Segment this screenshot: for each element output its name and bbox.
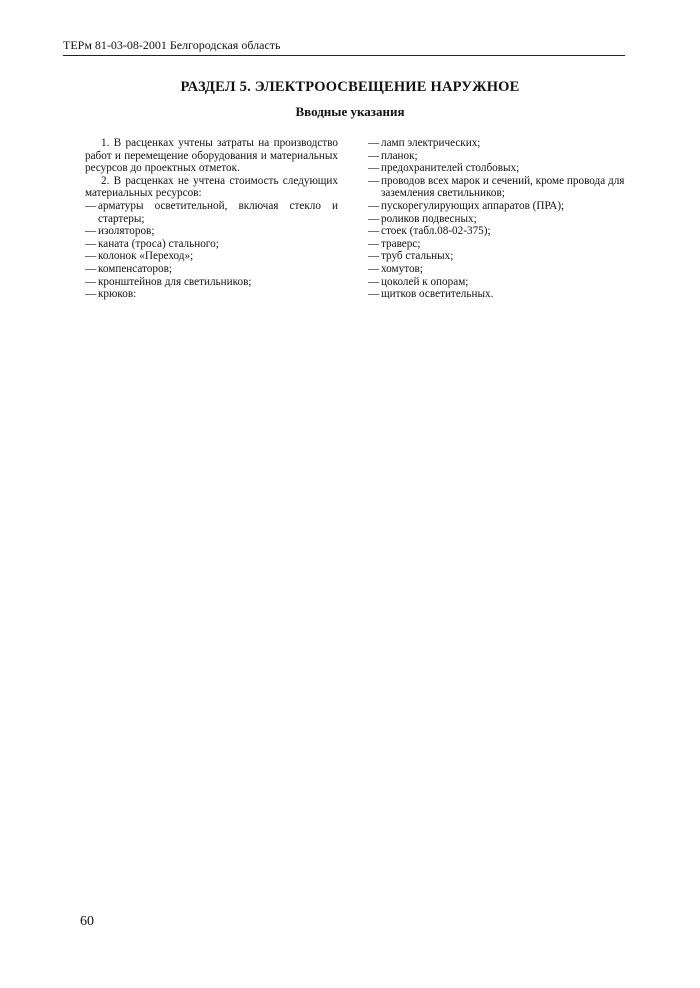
dash-marker: — [368, 225, 380, 238]
section-title: РАЗДЕЛ 5. ЭЛЕКТРООСВЕЩЕНИЕ НАРУЖНОЕ [180, 79, 520, 95]
list-item: — каната (троса) стального; [85, 237, 219, 250]
list-item: — арматуры осветительной, включая стекло и стартеры; [85, 199, 338, 225]
list-item: — цоколей к опорам; [368, 275, 469, 288]
dash-marker: — [368, 149, 380, 162]
running-header: ТЕРм 81-03-08-2001 Белгородская область [63, 38, 625, 56]
list-item: — кронштейнов для светильников; [85, 275, 252, 288]
list-item: — ламп электрических; [368, 137, 481, 149]
paragraph-2: 2. В расценках не учтена стоимость следующих материальных ресурсов: [85, 174, 338, 200]
dash-marker: — [368, 288, 380, 301]
dash-marker: — [368, 262, 380, 275]
dash-marker: — [85, 199, 97, 212]
dash-marker: — [368, 250, 380, 263]
dash-marker: — [85, 225, 97, 238]
list-item: — пускорегулирующих аппаратов (ПРА); [368, 199, 565, 212]
list-item: — хомутов; [368, 262, 423, 275]
right-exclusion-list [368, 137, 636, 301]
section-subtitle: Вводные указания [295, 104, 405, 119]
list-item: — траверс; [368, 237, 421, 250]
dash-marker: — [85, 250, 97, 263]
dash-marker: — [85, 288, 97, 301]
list-item: — планок; [368, 149, 418, 162]
list-item: — крюков: [85, 288, 137, 301]
list-item: — предохранителей столбовых; [368, 162, 520, 175]
list-item: — стоек (табл.08-02-375); [368, 225, 491, 238]
dash-marker: — [368, 137, 380, 149]
dash-marker: — [85, 237, 97, 250]
dash-marker: — [368, 199, 380, 212]
list-item: — компенсаторов; [85, 262, 172, 275]
right-column [368, 137, 636, 301]
list-item: — проводов всех марок и сечений, кроме провода для заземления светильников; [368, 174, 625, 200]
page-number: 60 [80, 914, 94, 929]
dash-marker: — [85, 262, 97, 275]
list-item: — изоляторов; [85, 225, 155, 238]
list-item: — колонок «Переход»; [85, 250, 194, 263]
dash-marker: — [368, 237, 380, 250]
left-exclusion-list [85, 200, 338, 301]
dash-marker: — [368, 162, 380, 175]
left-column [85, 137, 338, 301]
dash-marker: — [85, 275, 97, 288]
paragraph-1: 1. В расценках учтены затраты на производство работ и перемещение оборудования и материальных ресурсов до проектных отметок. [85, 137, 338, 175]
list-item: — труб стальных; [368, 250, 454, 263]
list-item: — щитков осветительных. [368, 288, 494, 301]
dash-marker: — [368, 275, 380, 288]
list-item: — роликов подвесных; [368, 212, 477, 225]
dash-marker: — [368, 212, 380, 225]
dash-marker: — [368, 174, 380, 187]
